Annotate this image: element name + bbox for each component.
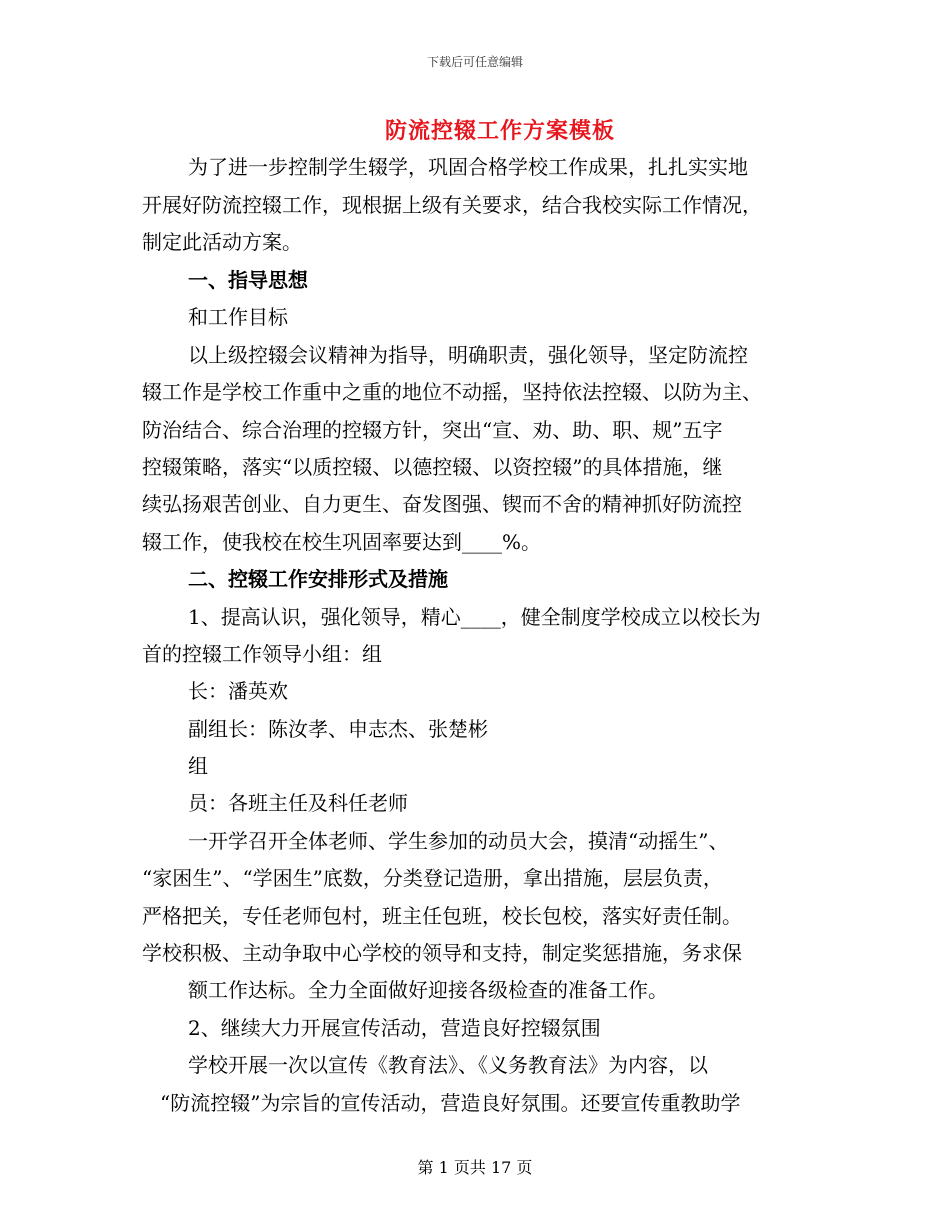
paragraph-line: 学校开展一次以宣传《教育法》、《义务教育法》为内容，以 <box>188 1053 708 1077</box>
paragraph-line: 一开学召开全体老师、学生参加的动员大会，摸清“动摇生”、 <box>188 829 729 853</box>
paragraph-line: 严格把关，专任老师包村，班主任包班，校长包校，落实好责任制。 <box>142 904 742 928</box>
paragraph-line: 辍工作，使我校在校生巩固率要达到____%。 <box>142 530 542 554</box>
paragraph-line: 副组长：陈汝孝、申志杰、张楚彬 <box>188 717 488 741</box>
paragraph-line: 控辍策略，落实“以质控辍、以德控辍、以资控辍”的具体措施，继 <box>142 455 723 479</box>
section-heading: 一、指导思想 <box>188 268 308 292</box>
paragraph-line: 首的控辍工作领导小组：组 <box>142 642 382 666</box>
page-footer: 第 1 页共 17 页 <box>417 1158 533 1177</box>
paragraph-line: 2、继续大力开展宣传活动，营造良好控辍氛围 <box>188 1016 601 1040</box>
paragraph-line: 组 <box>188 754 208 778</box>
paragraph-line: 学校积极、主动争取中心学校的领导和支持，制定奖惩措施，务求保 <box>142 941 742 965</box>
paragraph-line: 和工作目标 <box>188 305 288 329</box>
header-note: 下载后可任意编辑 <box>426 55 523 69</box>
paragraph-line: “防流控辍”为宗旨的宣传活动，营造良好氛围。还要宣传重教助学 <box>160 1091 741 1115</box>
paragraph-line: 额工作达标。全力全面做好迎接各级检查的准备工作。 <box>188 978 668 1002</box>
paragraph-line: 辍工作是学校工作重中之重的地位不动摇，坚持依法控辍、以防为主、 <box>142 380 762 404</box>
paragraph-line: 制定此活动方案。 <box>142 230 302 254</box>
paragraph-line: 为了进一步控制学生辍学，巩固合格学校工作成果，扎扎实实地 <box>188 155 748 179</box>
document-title: 防流控辍工作方案模板 <box>384 118 615 144</box>
paragraph-line: 以上级控辍会议精神为指导，明确职责，强化领导，坚定防流控 <box>188 343 748 367</box>
section-heading: 二、控辍工作安排形式及措施 <box>188 567 448 591</box>
paragraph-line: 员：各班主任及科任老师 <box>188 791 408 815</box>
paragraph-line: 防治结合、综合治理的控辍方针，突出“宣、劝、助、职、规”五字 <box>142 418 723 442</box>
paragraph-line: 1、提高认识，强化领导，精心____，健全制度学校成立以校长为 <box>188 605 761 629</box>
paragraph-line: 开展好防流控辍工作，现根据上级有关要求，结合我校实际工作情况， <box>142 193 762 217</box>
paragraph-line: 长：潘英欢 <box>188 679 288 703</box>
paragraph-line: “家困生”、“学困生”底数，分类登记造册，拿出措施，层层负责， <box>142 866 723 890</box>
paragraph-line: 续弘扬艰苦创业、自力更生、奋发图强、锲而不舍的精神抓好防流控 <box>142 492 742 516</box>
